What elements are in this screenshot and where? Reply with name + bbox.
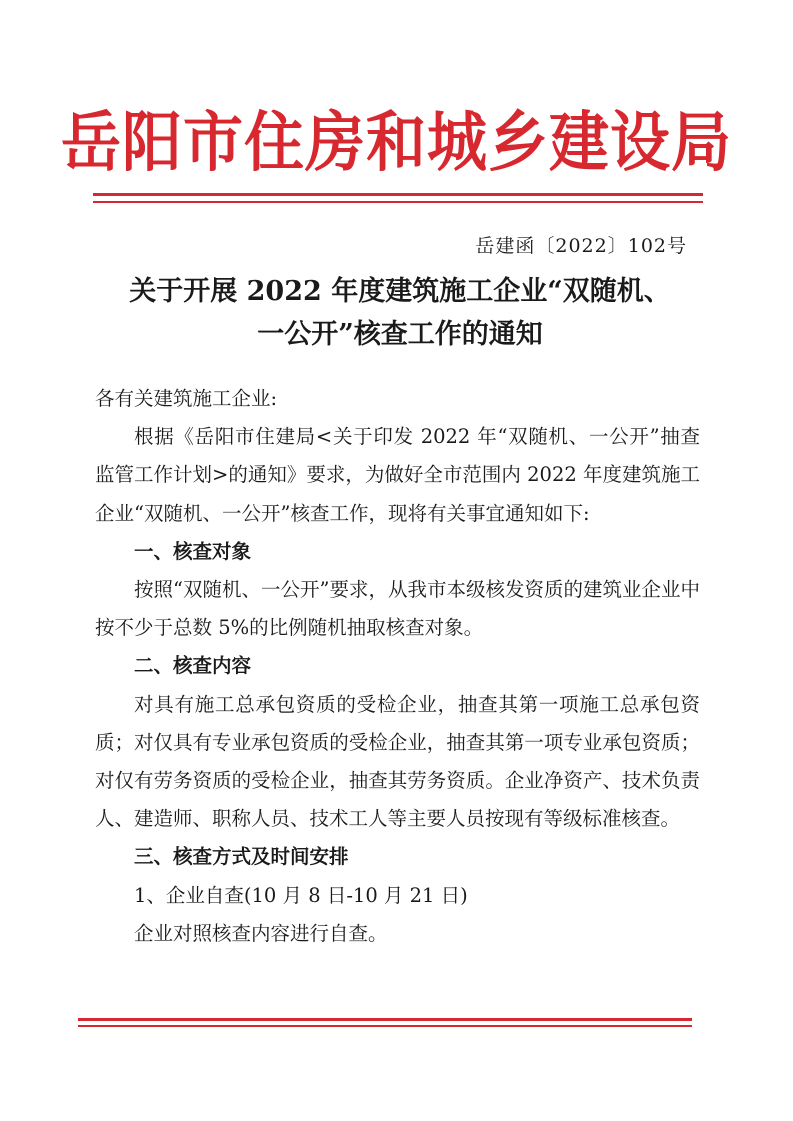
document-body [95,380,700,953]
section-heading-3: 三、核查方式及时间安排 [134,845,349,869]
footer-red-rule [78,1018,692,1021]
salutation: 各有关建筑施工企业: [95,387,278,410]
section-heading-1: 一、核查对象 [134,539,252,563]
document-number: 岳建函〔2022〕102号 [475,235,687,257]
footer-red-rule-thin [78,1025,692,1027]
section-3-paragraph: 企业对照核查内容进行自查。 [134,921,388,945]
section-3-item-1: 1、企业自查(10 月 8 日-10 月 21 日) [134,883,468,907]
header-red-rule-thin [93,201,703,203]
title-line-1: 关于开展 2022 年度建筑施工企业“双随机、 [129,276,671,307]
section-heading-2: 二、核查内容 [134,654,252,678]
issuing-org-title: 岳阳市住房和城乡建设局 [61,105,732,181]
title-line-2: 一公开”核查工作的通知 [257,319,543,350]
intro-paragraph: 根据《岳阳市住建局<关于印发 2022 年“双随机、一公开”抽查监管工作计划>的通知》要求，为做好全市范围内 2022 年度建筑施工企业“双随机、一公开”核查工作，现将有关事宜通知如下: [95,425,700,525]
document-title [90,270,710,356]
section-2-paragraph: 对具有施工总承包资质的受检企业，抽查其第一项施工总承包资质；对仅具有专业承包资质的受检企业，抽查其第一项专业承包资质；对仅有劳务资质的受检企业，抽查其劳务资质。企业净资产、技术负责人、建造师、职称人员、技术工人等主要人员按现有等级标准核查。 [95,692,700,831]
section-1-paragraph: 按照“双随机、一公开”要求，从我市本级核发资质的建筑业企业中按不少于总数 5%的比例随机抽取核查对象。 [95,578,700,640]
header-red-rule [93,193,703,196]
